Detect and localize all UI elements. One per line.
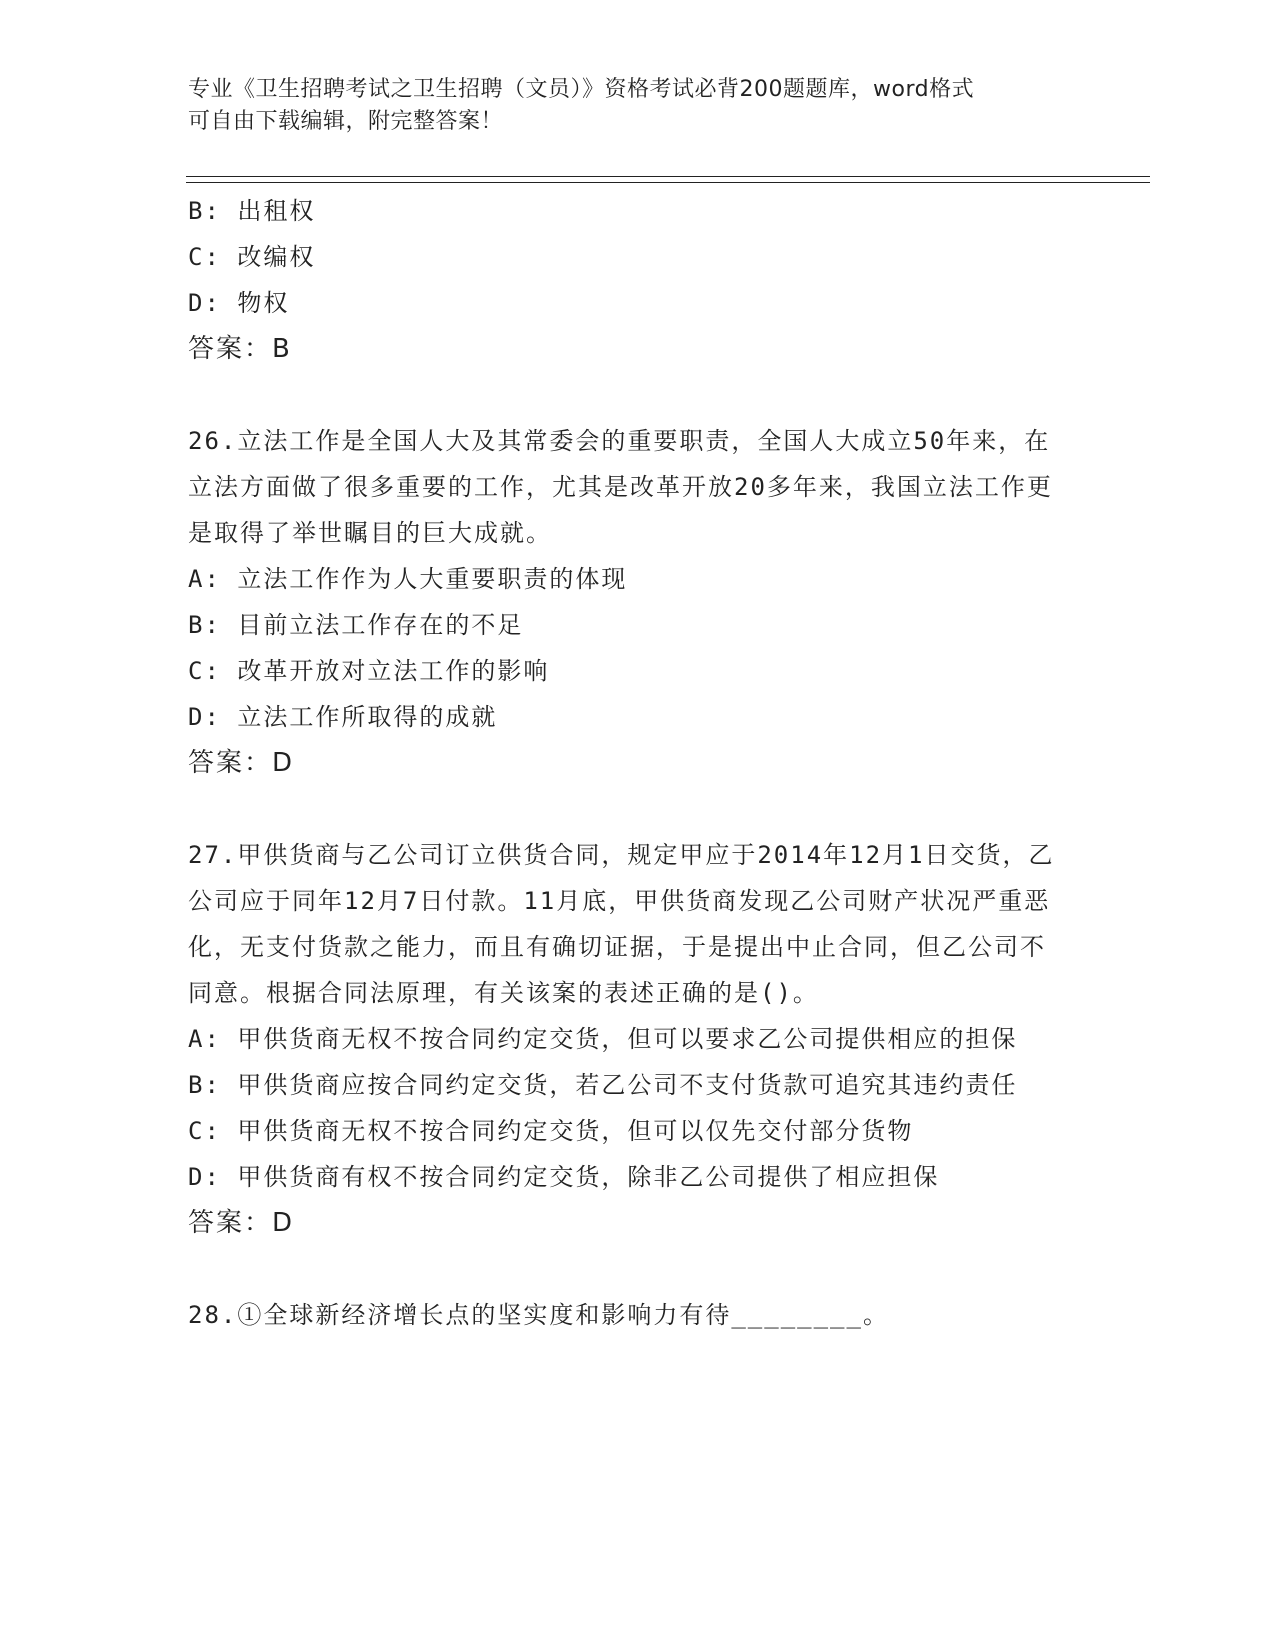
question-stem: 27.甲供货商与乙公司订立供货合同，规定甲应于2014年12月1日交货，乙公司应于同年12月7日付款。11月底，甲供货商发现乙公司财产状况严重恶化，无支付货款之能力，而且有确切证据，于是提出中止合同，但乙公司不同意。根据合同法原理，有关该案的表述正确的是()。	[188, 841, 1055, 1007]
question-stem: 28.①全球新经济增长点的坚实度和影响力有待________。	[188, 1301, 889, 1329]
question-25	[188, 188, 1068, 372]
question-28	[188, 1292, 1068, 1338]
question-stem: 26.立法工作是全国人大及其常委会的重要职责，全国人大成立50年来，在立法方面做了很多重要的工作，尤其是改革开放20多年来，我国立法工作更是取得了举世瞩目的巨大成就。	[188, 427, 1053, 547]
document-header	[188, 74, 1088, 138]
question-27	[188, 832, 1068, 1246]
answer: 答案：D	[188, 1208, 295, 1238]
header-divider-top	[186, 176, 1150, 177]
header-line-1: 专业《卫生招聘考试之卫生招聘（文员）》资格考试必背200题题库，word格式	[188, 77, 975, 102]
option-d: D: 物权	[188, 289, 290, 317]
option-c: C: 改革开放对立法工作的影响	[188, 657, 550, 685]
question-26	[188, 418, 1068, 786]
option-b: B: 甲供货商应按合同约定交货，若乙公司不支付货款可追究其违约责任	[188, 1071, 1018, 1099]
spacer	[188, 1246, 1068, 1292]
header-line-2: 可自由下载编辑，附完整答案！	[188, 109, 504, 134]
document-body	[188, 188, 1068, 1338]
option-d: D: 立法工作所取得的成就	[188, 703, 498, 731]
answer: 答案：D	[188, 748, 295, 778]
option-d: D: 甲供货商有权不按合同约定交货，除非乙公司提供了相应担保	[188, 1163, 940, 1191]
option-a: A: 甲供货商无权不按合同约定交货，但可以要求乙公司提供相应的担保	[188, 1025, 1018, 1053]
option-c: C: 甲供货商无权不按合同约定交货，但可以仅先交付部分货物	[188, 1117, 914, 1145]
option-c: C: 改编权	[188, 243, 316, 271]
option-b: B: 目前立法工作存在的不足	[188, 611, 524, 639]
option-a: A: 立法工作作为人大重要职责的体现	[188, 565, 628, 593]
spacer	[188, 786, 1068, 832]
answer: 答案：B	[188, 334, 292, 364]
spacer	[188, 372, 1068, 418]
option-b: B: 出租权	[188, 197, 316, 225]
header-divider-bottom	[186, 182, 1150, 183]
